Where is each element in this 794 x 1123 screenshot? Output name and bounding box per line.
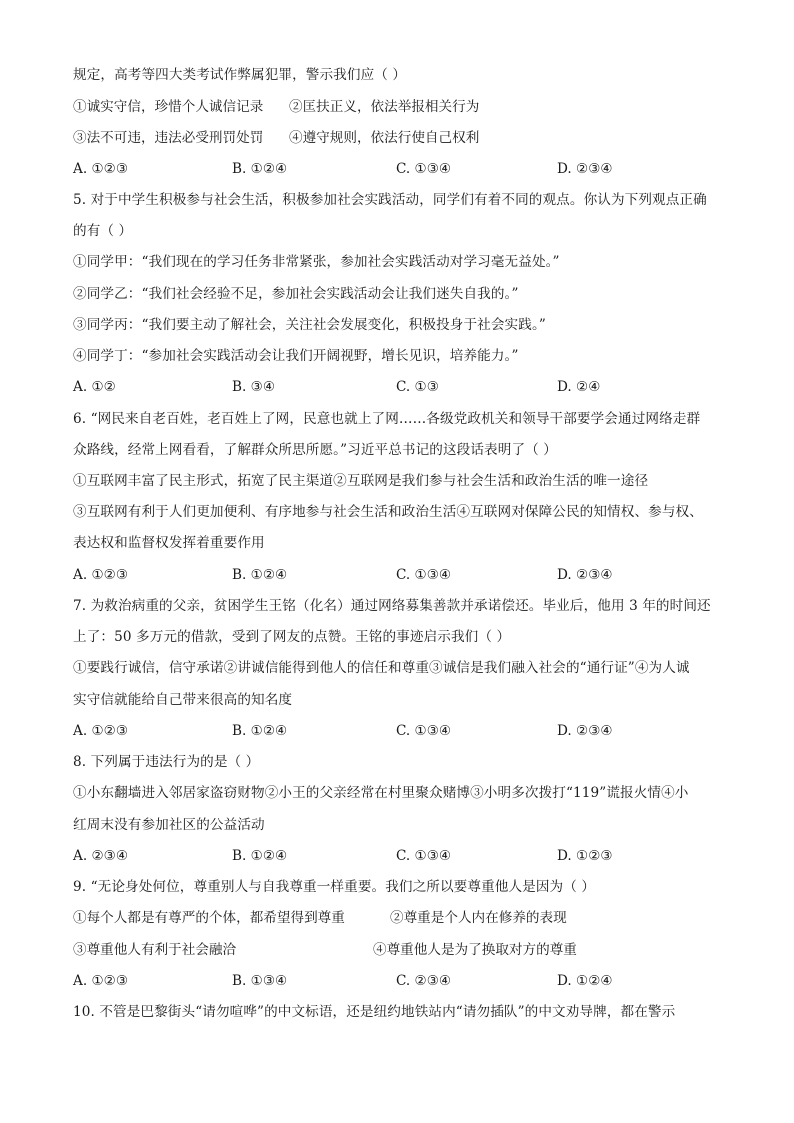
q5-stem-line-1: 5. 对于中学生积极参与社会生活，积极参加社会实践活动，同学们有着不同的观点。你认为下列观点正确 xyxy=(73,192,707,208)
q8-statements-line-1: ①小东翻墙进入邻居家盗窃财物②小王的父亲经常在村里聚众赌博③小明多次拨打“119”谎报火情④小 xyxy=(73,785,689,801)
q5-statement-2: ②同学乙：“我们社会经验不足，参加社会实践活动会让我们迷失自我的。” xyxy=(73,286,519,302)
q10-stem-line-1: 10. 不管是巴黎街头“请勿喧哗”的中文标语，还是纽约地铁站内“请勿插队”的中文劝导牌，都在警示 xyxy=(73,1004,676,1020)
q8-option-d: D. ①②③ xyxy=(557,848,613,864)
q4-option-d: D. ②③④ xyxy=(557,161,613,177)
q9-statement-4: ④尊重他人是为了换取对方的尊重 xyxy=(373,942,577,958)
q5-option-c: C. ①③ xyxy=(396,379,439,395)
q6-stem-line-1: 6. “网民来自老百姓，老百姓上了网，民意也就上了网……各级党政机关和领导干部要学会通过网络走群 xyxy=(73,411,701,427)
q5-statement-1: ①同学甲：“我们现在的学习任务非常紧张，参加社会实践活动对学习毫无益处。” xyxy=(73,254,560,270)
q9-stem: 9. “无论身处何位，尊重别人与自我尊重一样重要。我们之所以要尊重他人是因为（ ） xyxy=(73,879,596,895)
q4-statement-4: ④遵守规则，依法行使自己权利 xyxy=(289,130,480,146)
q9-option-d: D. ①②④ xyxy=(557,973,613,989)
q9-option-c: C. ②③④ xyxy=(396,973,452,989)
q5-stem-line-2: 的有（ ） xyxy=(73,223,133,239)
q9-statement-2: ②尊重是个人内在修养的表现 xyxy=(390,910,567,926)
q5-statement-3: ③同学丙：“我们要主动了解社会，关注社会发展变化，积极投身于社会实践。” xyxy=(73,317,546,333)
q6-option-b: B. ①②④ xyxy=(232,567,288,583)
q9-statement-1: ①每个人都是有尊严的个体，都希望得到尊重 xyxy=(73,910,345,926)
q7-option-a: A. ①②③ xyxy=(73,723,129,739)
q5-option-d: D. ②④ xyxy=(557,379,601,395)
q7-stem-line-2: 上了：50 多万元的借款，受到了网友的点赞。王铭的事迹启示我们（ ） xyxy=(73,629,511,645)
q6-statements-line-3: 表达权和监督权发挥着重要作用 xyxy=(73,535,265,551)
q5-option-b: B. ③④ xyxy=(232,379,276,395)
q7-stem-line-1: 7. 为救治病重的父亲，贫困学生王铭（化名）通过网络募集善款并承诺偿还。毕业后，他用 3 年的时间还 xyxy=(73,598,711,614)
q6-option-c: C. ①③④ xyxy=(396,567,452,583)
q6-statements-line-2: ③互联网有利于人们更加便利、有序地参与社会生活和政治生活④互联网对保障公民的知情权、参与权、 xyxy=(73,504,703,520)
q7-statements-line-1: ①要践行诚信，信守承诺②讲诚信能得到他人的信任和尊重③诚信是我们融入社会的“通行证”④为人诚 xyxy=(73,660,690,676)
q8-option-c: C. ①③④ xyxy=(396,848,452,864)
q4-option-c: C. ①③④ xyxy=(396,161,452,177)
q4-statement-1: ①诚实守信，珍惜个人诚信记录 xyxy=(73,99,264,115)
q7-option-b: B. ①②④ xyxy=(232,723,288,739)
q5-statement-4: ④同学丁：“参加社会实践活动会让我们开阔视野，增长见识，培养能力。” xyxy=(73,348,519,364)
q6-option-d: D. ②③④ xyxy=(557,567,613,583)
q4-statement-2: ②匡扶正义，依法举报相关行为 xyxy=(289,99,480,115)
q7-option-d: D. ②③④ xyxy=(557,723,613,739)
q4-option-a: A. ①②③ xyxy=(73,161,129,177)
q4-statement-3: ③法不可违，违法必受刑罚处罚 xyxy=(73,130,264,146)
q7-option-c: C. ①③④ xyxy=(396,723,452,739)
q8-option-b: B. ①②④ xyxy=(232,848,288,864)
q8-statements-line-2: 红周末没有参加社区的公益活动 xyxy=(73,817,265,833)
q5-option-a: A. ①② xyxy=(73,379,116,395)
q9-statement-3: ③尊重他人有利于社会融洽 xyxy=(73,942,237,958)
q8-option-a: A. ②③④ xyxy=(73,848,129,864)
q6-option-a: A. ①②③ xyxy=(73,567,129,583)
q4-option-b: B. ①②④ xyxy=(232,161,288,177)
q9-option-b: B. ①③④ xyxy=(232,973,288,989)
q8-stem: 8. 下列属于违法行为的是（ ） xyxy=(73,754,260,770)
q4-stem-tail: 规定，高考等四大类考试作弊属犯罪，警示我们应（ ） xyxy=(73,67,407,83)
q6-statements-line-1: ①互联网丰富了民主形式，拓宽了民主渠道②互联网是我们参与社会生活和政治生活的唯一途径 xyxy=(73,473,649,489)
q9-option-a: A. ①②③ xyxy=(73,973,129,989)
q6-stem-line-2: 众路线，经常上网看看，了解群众所思所愿。”习近平总书记的这段话表明了（ ） xyxy=(73,442,557,458)
q7-statements-line-2: 实守信就能给自己带来很高的知名度 xyxy=(73,692,293,708)
